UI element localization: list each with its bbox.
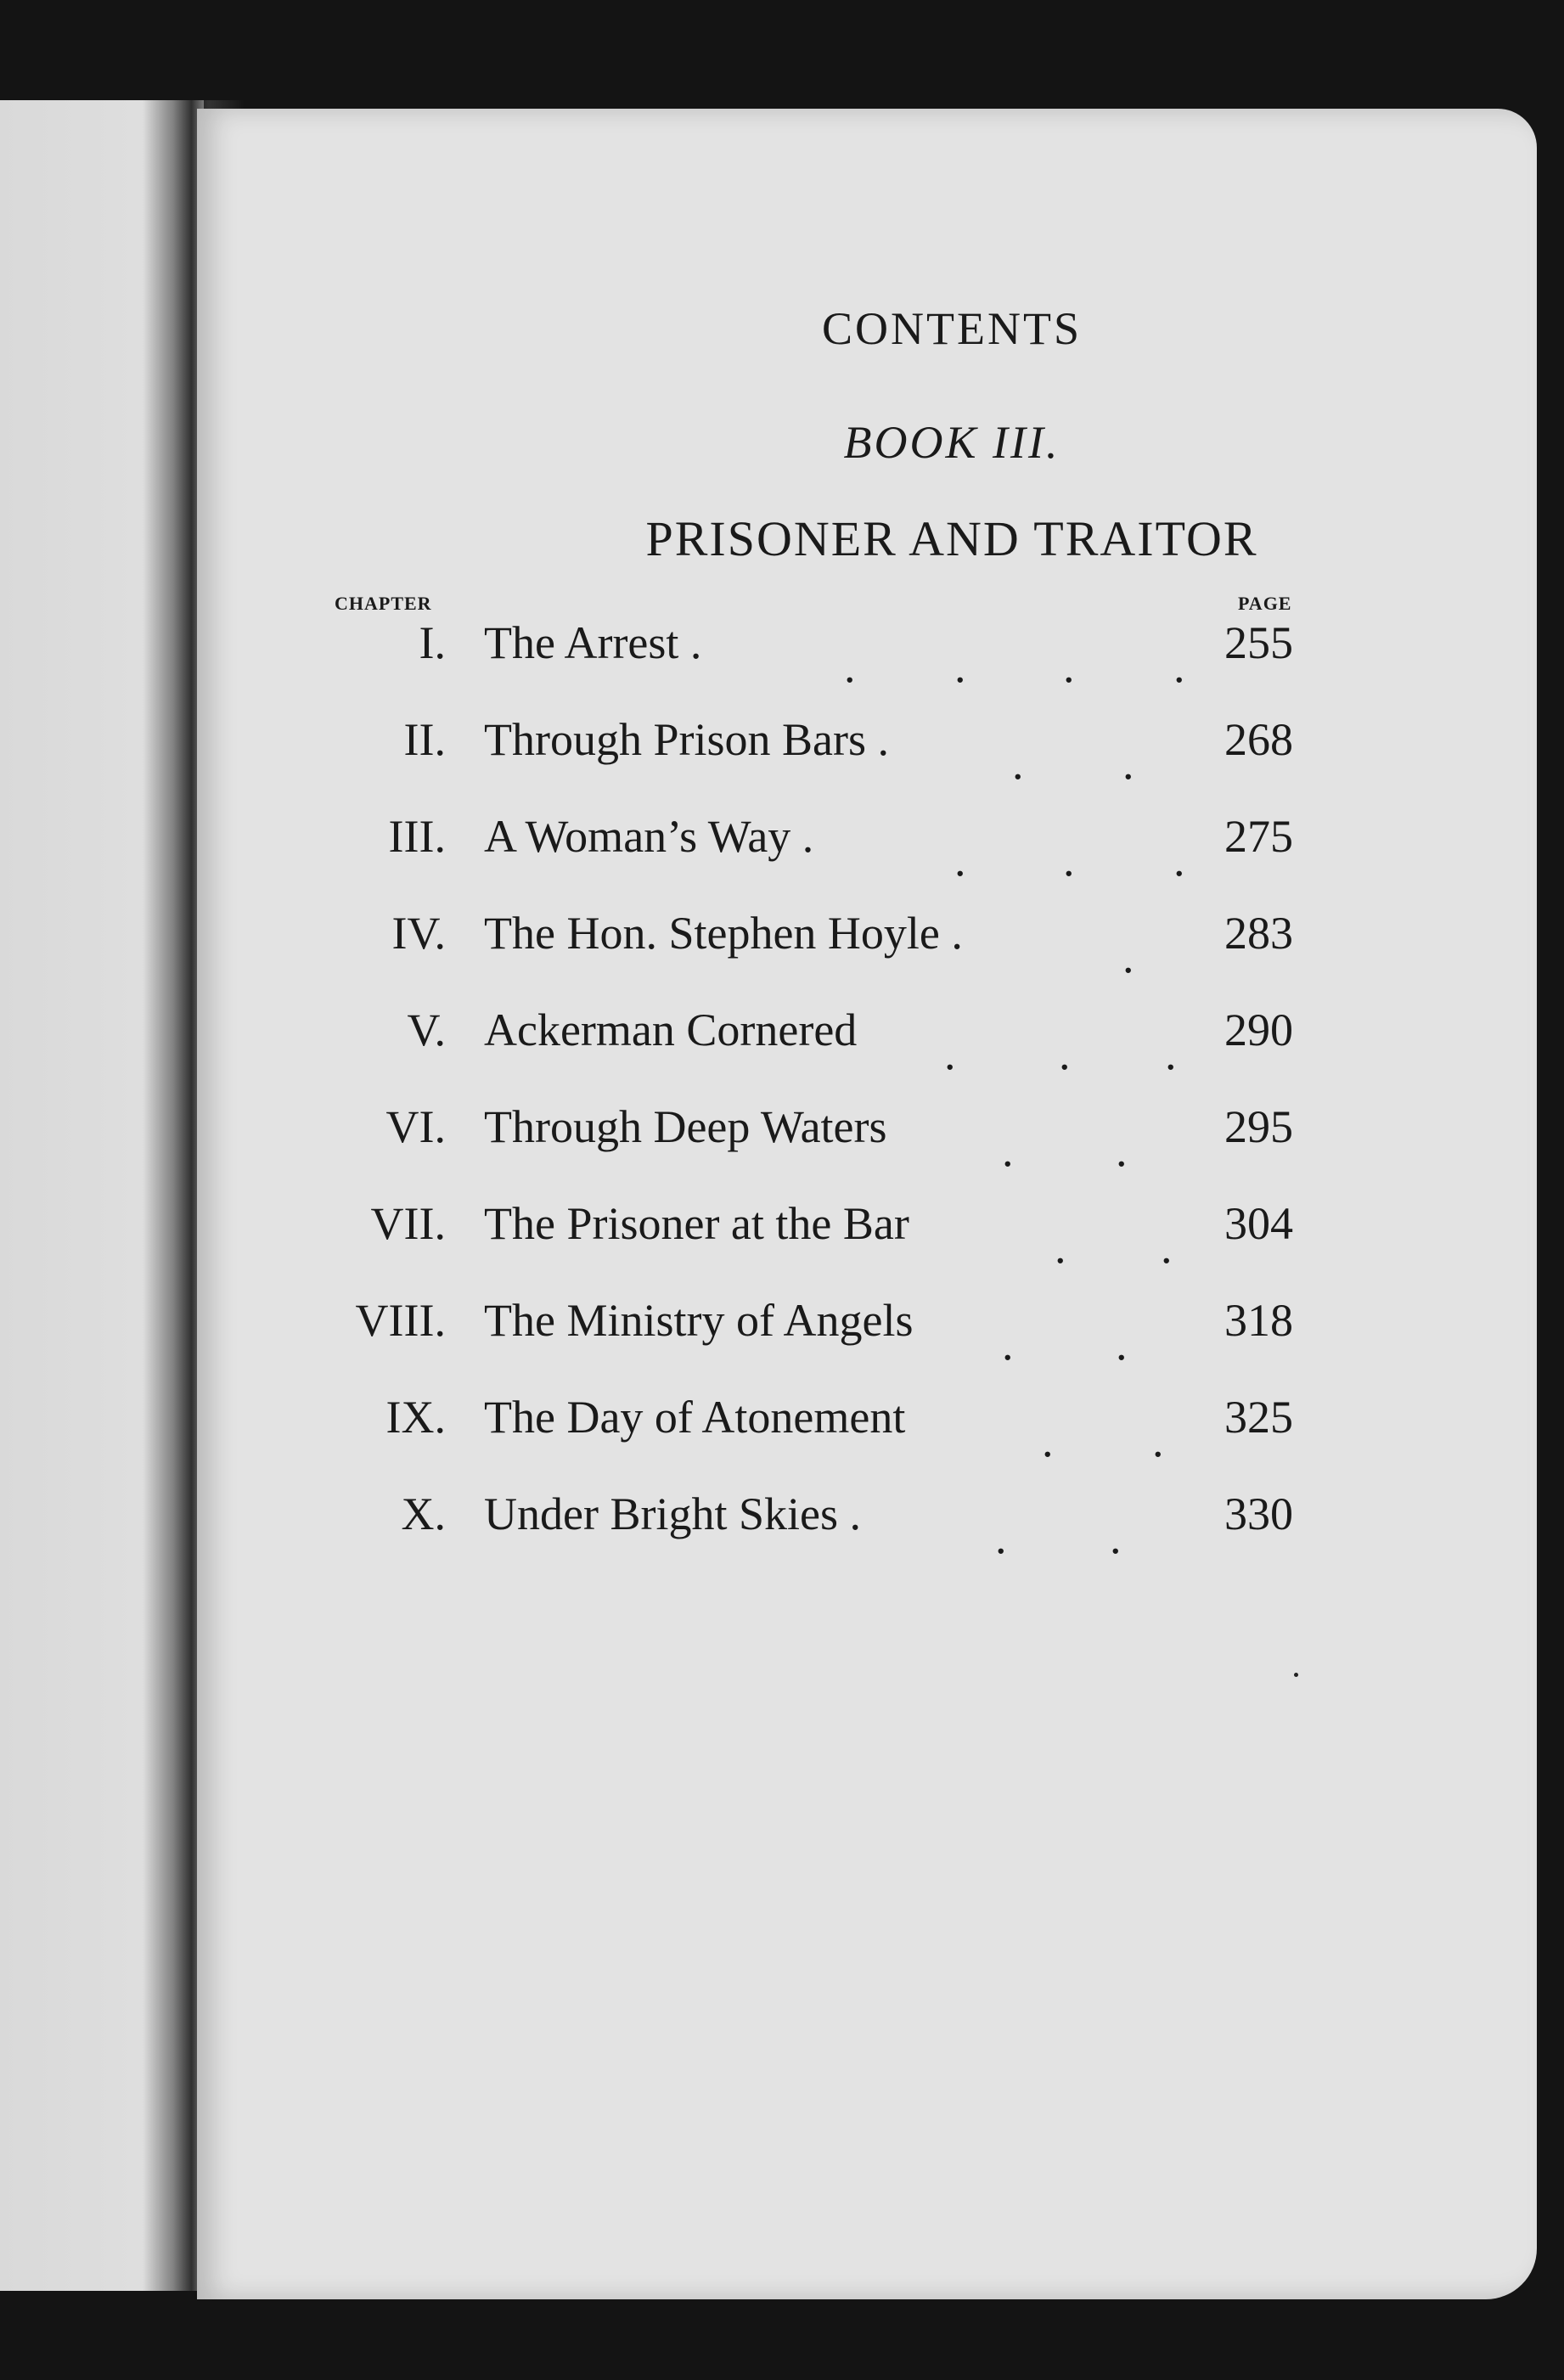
chapter-numeral: IX. [385,1392,446,1443]
chapter-title: The Hon. Stephen Hoyle . [484,908,963,959]
page-number: 268 [1224,714,1293,765]
dot-leaders: . . . [954,835,1185,886]
page-number: 255 [1224,617,1293,668]
contents-page [197,109,1537,2299]
toc-entry[interactable] [197,907,1537,992]
toc-entry[interactable] [197,713,1537,798]
chapter-numeral: X. [401,1488,446,1539]
contents-title: CONTENTS [822,303,1082,354]
chapter-title: The Prisoner at the Bar [484,1198,909,1249]
dot-leaders: . . [1012,738,1134,789]
page-number: 325 [1224,1392,1293,1443]
toc-entry[interactable] [197,1391,1537,1476]
page-number: 283 [1224,908,1293,959]
page-number: 275 [1224,811,1293,862]
book-title: BOOK III. [843,417,1060,468]
chapter-title: Ackerman Cornered [484,1004,858,1055]
chapter-numeral: II. [403,714,446,765]
dot-leaders: . . [995,1512,1122,1563]
toc-entry[interactable] [197,810,1537,895]
dot-leaders: . . . [944,1028,1177,1079]
toc-entry[interactable] [197,1100,1537,1185]
page-number: 318 [1224,1295,1293,1346]
dot-leaders: . [1122,931,1134,982]
dot-leaders: . . . . [844,641,1185,692]
chapter-column-label: CHAPTER [335,593,432,614]
toc-entry[interactable] [197,1294,1537,1379]
toc-entry[interactable] [197,616,1537,701]
toc-entry[interactable] [197,1004,1537,1089]
page-number: 330 [1224,1488,1293,1539]
chapter-title: The Day of Atonement [484,1392,906,1443]
chapter-numeral: VI. [385,1101,446,1152]
toc-entry[interactable] [197,1197,1537,1282]
toc-entry[interactable] [197,1488,1537,1573]
chapter-title: Through Prison Bars . [484,714,889,765]
dot-leaders: . . [1042,1415,1164,1466]
chapter-title: Through Deep Waters [484,1101,887,1152]
page-number: 304 [1224,1198,1293,1249]
part-title: PRISONER AND TRAITOR [645,511,1258,566]
chapter-numeral: I. [419,617,446,668]
chapter-numeral: VII. [370,1198,446,1249]
chapter-title: A Woman’s Way . [484,811,814,862]
dot-leaders: . . [1002,1319,1128,1370]
page-number: 290 [1224,1004,1293,1055]
dot-leaders: . . [1002,1125,1128,1176]
chapter-title: The Ministry of Angels [484,1295,914,1346]
ink-speck [1294,1673,1298,1677]
page-number: 295 [1224,1101,1293,1152]
chapter-numeral: III. [388,811,446,862]
chapter-numeral: IV. [391,908,446,959]
page-column-label: PAGE [1238,593,1292,614]
dot-leaders: . . [1055,1222,1173,1273]
chapter-numeral: V. [407,1004,446,1055]
chapter-title: The Arrest . [484,617,702,668]
chapter-title: Under Bright Skies . [484,1488,861,1539]
chapter-numeral: VIII. [355,1295,446,1346]
